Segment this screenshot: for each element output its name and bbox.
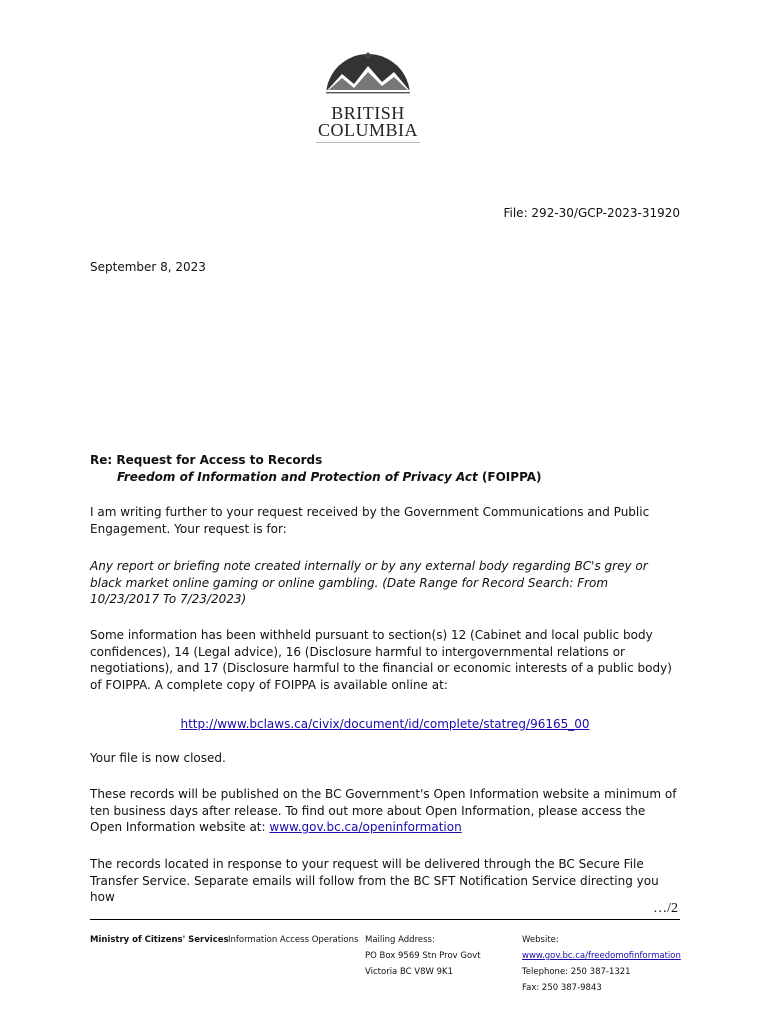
logo-divider (316, 142, 420, 143)
act-title: Freedom of Information and Protection of Privacy Act (117, 470, 478, 484)
file-number: File: 292-30/GCP-2023-31920 (503, 206, 680, 220)
website-link[interactable]: www.gov.bc.ca/freedomofinformation (522, 951, 681, 961)
mailing-label: Mailing Address: (365, 935, 435, 945)
paragraph-open-info (90, 786, 680, 836)
paragraph-delivery: The records located in response to your request will be delivered through the BC Secure File Transfer Service. Separate emails will follow from the BC SFT Notification Service directing you how (90, 857, 659, 904)
telephone: Telephone: 250 387-1321 (522, 967, 631, 977)
logo-text-columbia: COLUMBIA (317, 120, 418, 140)
subject-line: Re: Request for Access to Records (90, 453, 323, 467)
subject-act (117, 469, 542, 486)
footer-mailing-address (365, 932, 481, 980)
website-label: Website: (522, 935, 559, 945)
footer-office: Information Access Operations (228, 935, 359, 945)
paragraph-closed: Your file is now closed. (90, 751, 226, 765)
footer-divider (90, 919, 680, 920)
act-abbrev: (FOIPPA) (477, 470, 542, 484)
paragraph-intro: I am writing further to your request received by the Government Communications and Public Engagement. Your request is for: (90, 505, 650, 536)
mailing-line1: PO Box 9569 Stn Prov Govt (365, 951, 481, 961)
fax: Fax: 250 387-9843 (522, 983, 602, 993)
mailing-line2: Victoria BC V8W 9K1 (365, 967, 454, 977)
footer-ministry: Ministry of Citizens' Services (90, 935, 229, 945)
logo-text-british: BRITISH (331, 103, 405, 123)
footer-website (522, 932, 681, 996)
page-continuation: …/2 (653, 901, 678, 916)
letter-date: September 8, 2023 (90, 260, 206, 274)
open-info-text: These records will be published on the BC Government's Open Information website a minimum of ten business days after release. To find out more about Open Information, please access the Open Information website at: (90, 787, 677, 834)
foippa-link[interactable]: http://www.bclaws.ca/civix/document/id/complete/statreg/96165_00 (180, 717, 590, 731)
foippa-link-line (90, 716, 680, 733)
request-description: Any report or briefing note created internally or by any external body regarding BC's grey or black market online gaming or online gambling. (Date Range for Record Search: From 10/23/2017 To 7/23/2023) (90, 559, 648, 606)
open-info-link[interactable]: www.gov.bc.ca/openinformation (269, 820, 462, 834)
paragraph-withheld: Some information has been withheld pursuant to section(s) 12 (Cabinet and local public body confidences), 14 (Legal advice), 16 (Disclosure harmful to intergovernmental relations or negotiations), and 17 (Disclosure harmful to the financial or economic interests of a public body) of FOIPPA. A complete copy of FOIPPA is available online at: (90, 628, 672, 692)
